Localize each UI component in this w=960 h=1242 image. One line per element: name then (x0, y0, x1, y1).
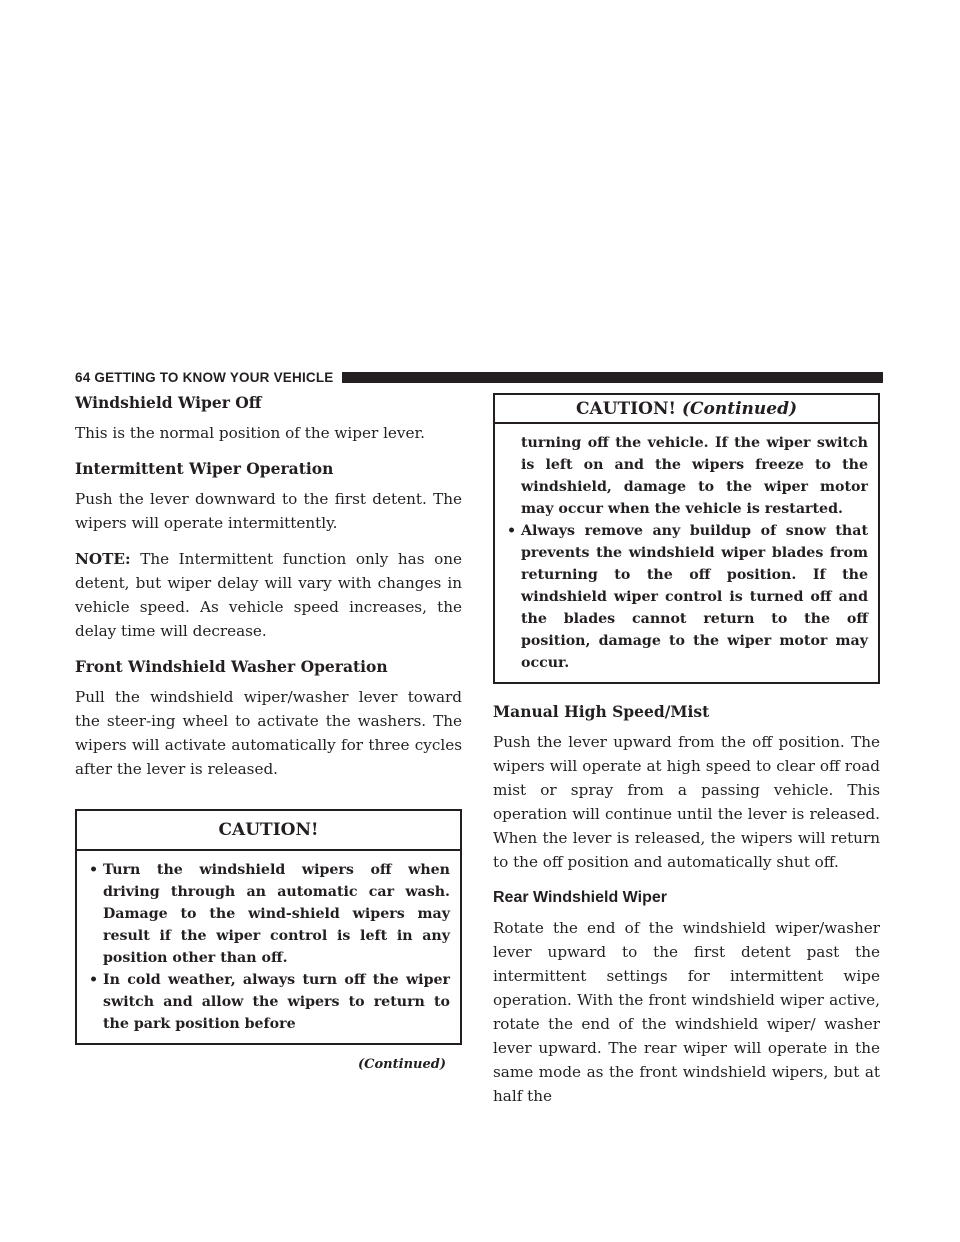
caution-title-cont: (Continued) (681, 399, 798, 419)
note-paragraph (75, 547, 462, 643)
heading-rear-wiper: Rear Windshield Wiper (493, 889, 667, 906)
heading-mist: Manual High Speed/Mist (493, 702, 710, 721)
caution-title: CAUTION! (77, 811, 460, 851)
left-column (75, 391, 462, 1072)
caution-continuation: turning off the vehicle. If the wiper switch is left on and the wipers freeze to the windshield, damage to the wiper motor may occur when the vehicle is restarted. (521, 435, 868, 517)
caution-box (75, 809, 462, 1045)
section-title: GETTING TO KNOW YOUR VEHICLE (94, 369, 334, 385)
page-header-label (75, 370, 334, 385)
caution-body (77, 851, 460, 1043)
heading-front-washer: Front Windshield Washer Operation (75, 657, 388, 676)
caution-body-continued (495, 424, 878, 682)
caution-box-continued (493, 393, 880, 684)
page-header (75, 368, 883, 386)
caution-item: • In cold weather, always turn off the wiper switch and allow the wipers to return to the park position before (89, 969, 450, 1035)
header-rule (342, 372, 884, 383)
continued-label: (Continued) (358, 1057, 446, 1072)
caution-list-continued (507, 432, 868, 674)
paragraph-front-washer: Pull the windshield wiper/washer lever toward the steer-ing wheel to activate the washers. The wipers will activate automatically for three cycles after the lever is released. (75, 688, 462, 778)
caution-title-text: CAUTION! (575, 399, 676, 419)
heading-wiper-off: Windshield Wiper Off (75, 393, 262, 412)
paragraph-wiper-off: This is the normal position of the wiper lever. (75, 424, 425, 442)
paragraph-rear-wiper: Rotate the end of the windshield wiper/washer lever upward to the first detent past the intermittent settings for intermittent wipe operation. With the front windshield wiper active, rotate the end of the windshield wiper/ washer lever upward. The rear wiper will operate in the same mode as the front windshield wipers, but at half the (493, 919, 880, 1105)
note-label: NOTE: (75, 550, 131, 568)
page-number: 64 (75, 369, 91, 385)
caution-list (89, 859, 450, 1035)
note-text: The Intermittent function only has one detent, but wiper delay will vary with changes in vehicle speed. As vehicle speed increases, the delay time will decrease. (75, 550, 462, 640)
paragraph-mist: Push the lever upward from the off position. The wipers will operate at high speed to clear off road mist or spray from a passing vehicle. This operation will continue until the lever is released. When the lever is released, the wipers will return to the off position and automatically shut off. (493, 733, 880, 871)
heading-intermittent: Intermittent Wiper Operation (75, 459, 334, 478)
right-column (493, 391, 880, 1120)
caution-item: • Turn the windshield wipers off when driving through an automatic car wash. Damage to the wind-shield wipers may result if the wiper control is left in any position other than off. (89, 859, 450, 969)
caution-title-continued (495, 395, 878, 424)
paragraph-intermittent: Push the lever downward to the first detent. The wipers will operate intermittently. (75, 490, 462, 532)
caution-item: • Always remove any buildup of snow that prevents the windshield wiper blades from returning to the off position. If the windshield wiper control is turned off and the blades cannot return to the off position, damage to the wiper motor may occur. (507, 520, 868, 674)
